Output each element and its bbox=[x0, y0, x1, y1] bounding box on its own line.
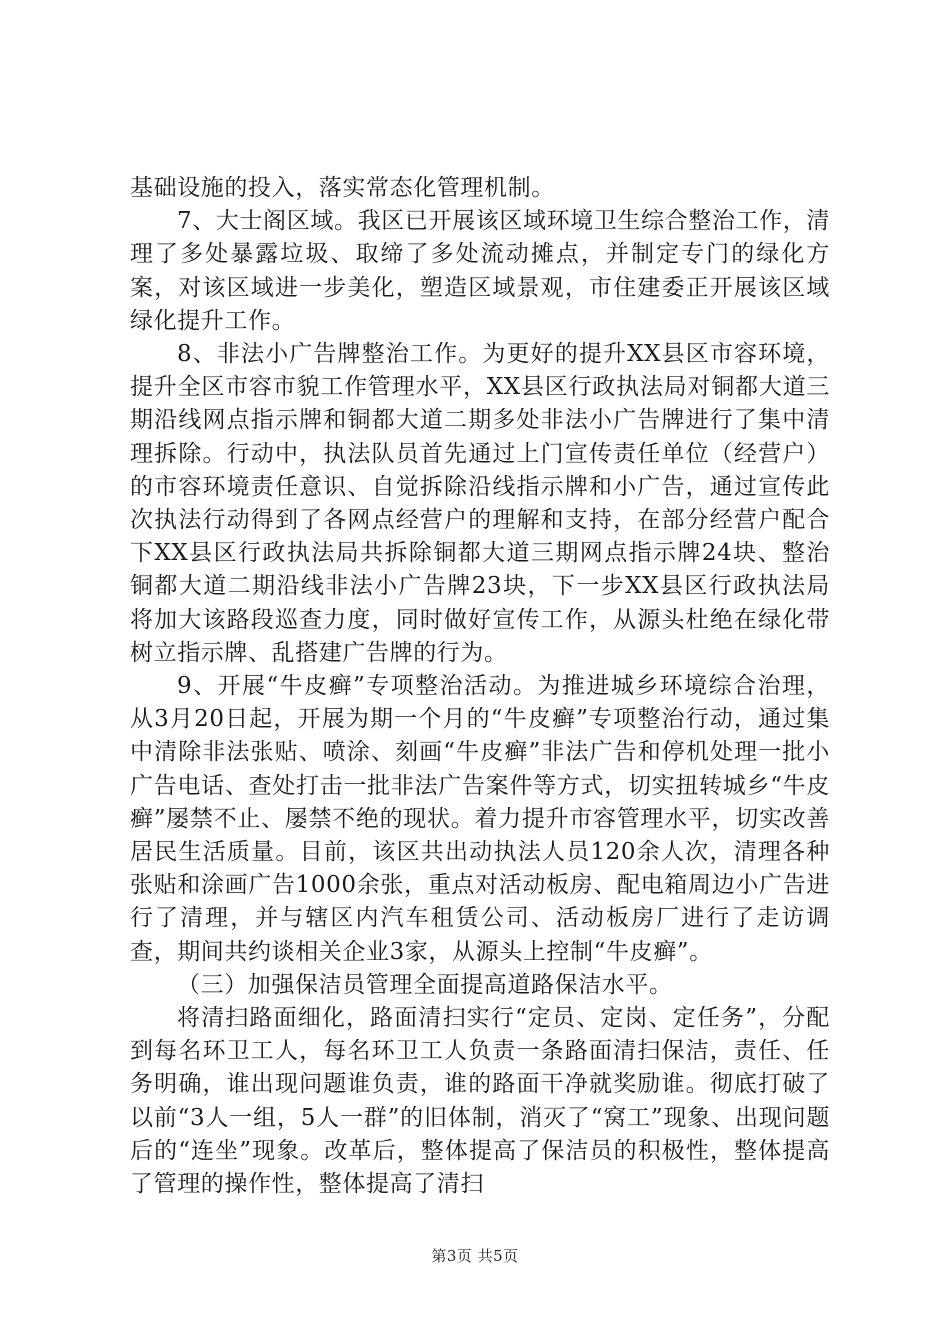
section-heading-3: （三）加强保洁员管理全面提高道路保洁水平。 bbox=[177, 971, 673, 998]
document-body bbox=[130, 172, 830, 1201]
paragraph-continuation: 基础设施的投入，落实常态化管理机制。 bbox=[130, 175, 555, 201]
paragraph-item-9: 9、开展“牛皮癣”专项整治活动。为推进城乡环境综合治理，从3月20日起，开展为期一个月的“牛皮癣”专项整治行动，通过集中清除非法张贴、喷涂、刻画“牛皮癣”非法广告和停机处理一批小广告电话、查处打击一批非法广告案件等方式，切实扭转城乡“牛皮癣”屡禁不止、屡禁不绝的现状。着力提升市容管理水平，切实改善居民生活质量。目前，该区共出动执法人员120余人次，清理各种张贴和涂画广告1000余张，重点对活动板房、配电箱周边小广告进行了清理，并与辖区内汽车租赁公司、活动板房厂进行了走访调查，期间共约谈相关企业3家，从源头上控制“牛皮癣”。 bbox=[130, 673, 830, 965]
paragraph-cleaning: 将清扫路面细化，路面清扫实行“定员、定岗、定任务”，分配到每名环卫工人，每名环卫工人负责一条路面清扫保洁，责任、任务明确，谁出现问题谁负责，谁的路面干净就奖励谁。彻底打破了以前“3人一组，5人一群”的旧体制，消灭了“窝工”现象、出现问题后的“连坐”现象。改革后，整体提高了保洁员的积极性，整体提高了管理的操作性，整体提高了清扫 bbox=[130, 1005, 830, 1198]
paragraph-item-8: 8、非法小广告牌整治工作。为更好的提升XX县区市容环境，提升全区市容市貌工作管理水平，XX县区行政执法局对铜都大道三期沿线网点指示牌和铜都大道二期多处非法小广告牌进行了集中清理拆除。行动中，执法队员首先通过上门宣传责任单位（经营户）的市容环境责任意识、自觉拆除沿线指示牌和小广告，通过宣传此次执法行动得到了各网点经营户的理解和支持，在部分经营户配合下XX县区行政执法局共拆除铜都大道三期网点指示牌24块、整治铜都大道二期沿线非法小广告牌23块，下一步XX县区行政执法局将加大该路段巡查力度，同时做好宣传工作，从源头杜绝在绿化带树立指示牌、乱搭建广告牌的行为。 bbox=[130, 341, 830, 666]
paragraph-item-7: 7、大士阁区域。我区已开展该区域环境卫生综合整治工作，清理了多处暴露垃圾、取缔了多处流动摊点，并制定专门的绿化方案，对该区域进一步美化，塑造区域景观，市住建委正开展该区域绿化提升工作。 bbox=[130, 208, 830, 334]
page-number-footer: 第3页 共5页 bbox=[431, 1247, 519, 1265]
